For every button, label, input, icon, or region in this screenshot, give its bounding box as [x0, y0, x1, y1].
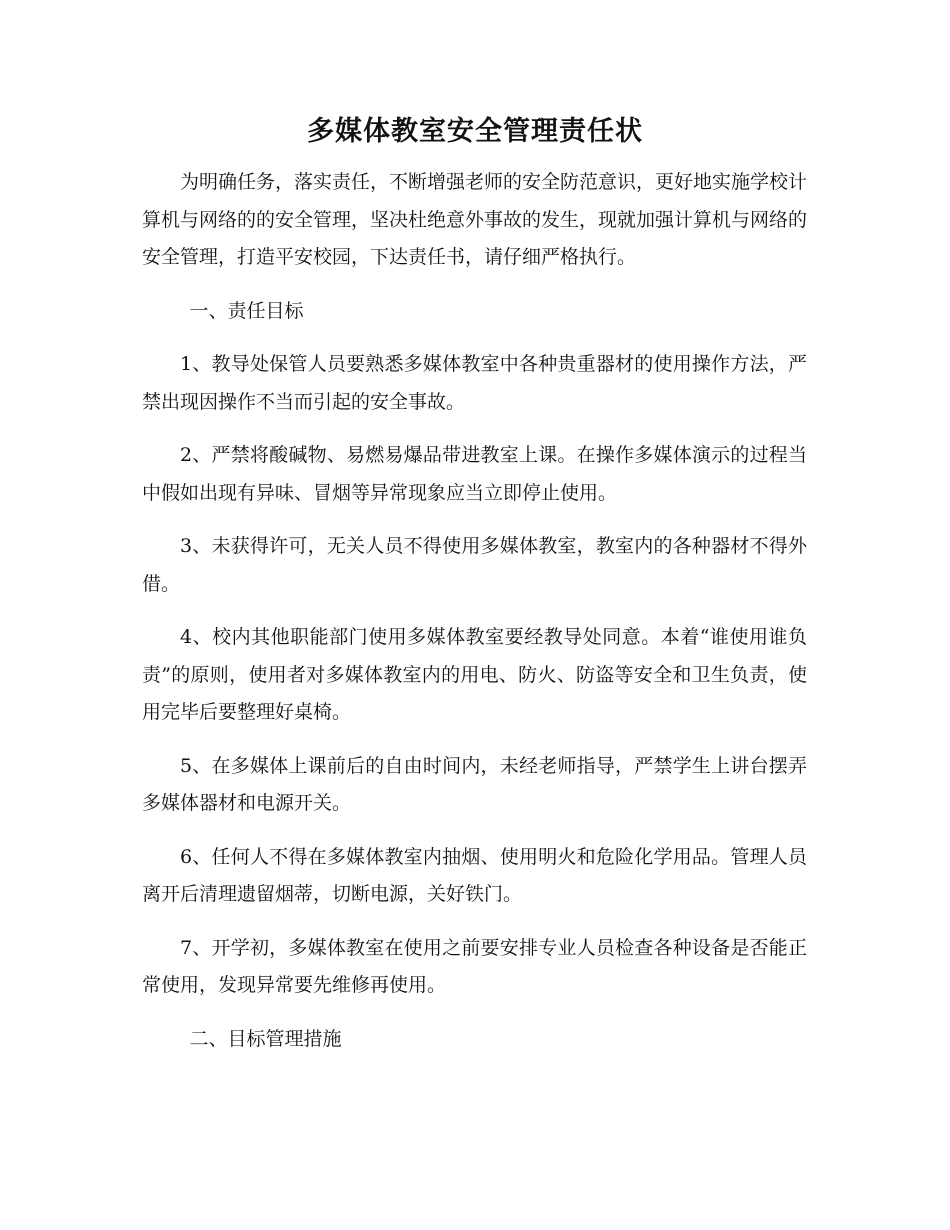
- list-item: 6、任何人不得在多媒体教室内抽烟、使用明火和危险化学用品。管理人员离开后清理遗留烟蒂，切断电源，关好铁门。: [142, 845, 807, 905]
- document-title: 多媒体教室安全管理责任状: [307, 116, 643, 147]
- list-item: 3、未获得许可，无关人员不得使用多媒体教室，教室内的各种器材不得外借。: [142, 535, 807, 595]
- list-item: 2、严禁将酸碱物、易燃易爆品带进教室上课。在操作多媒体演示的过程当中假如出现有异味、冒烟等异常现象应当立即停止使用。: [142, 444, 807, 504]
- section-heading-management-measures: 二、目标管理措施: [189, 1027, 342, 1050]
- list-item: 1、教导处保管人员要熟悉多媒体教室中各种贵重器材的使用操作方法，严禁出现因操作不当而引起的安全事故。: [142, 353, 807, 413]
- list-item: 5、在多媒体上课前后的自由时间内，未经老师指导，严禁学生上讲台摆弄多媒体器材和电源开关。: [142, 754, 807, 814]
- list-item: 7、开学初，多媒体教室在使用之前要安排专业人员检查各种设备是否能正常使用，发现异常要先维修再使用。: [142, 936, 807, 996]
- list-item: 4、校内其他职能部门使用多媒体教室要经教导处同意。本着“谁使用谁负责”的原则，使用者对多媒体教室内的用电、防火、防盗等安全和卫生负责，使用完毕后要整理好桌椅。: [142, 626, 807, 723]
- document-body: [142, 164, 807, 1058]
- section-heading-responsibility-goals: 一、责任目标: [189, 299, 304, 322]
- intro-paragraph: 为明确任务，落实责任，不断增强老师的安全防范意识，更好地实施学校计算机与网络的的安全管理，坚决杜绝意外事故的发生，现就加强计算机与网络的安全管理，打造平安校园，下达责任书，请仔细严格执行。: [142, 171, 808, 268]
